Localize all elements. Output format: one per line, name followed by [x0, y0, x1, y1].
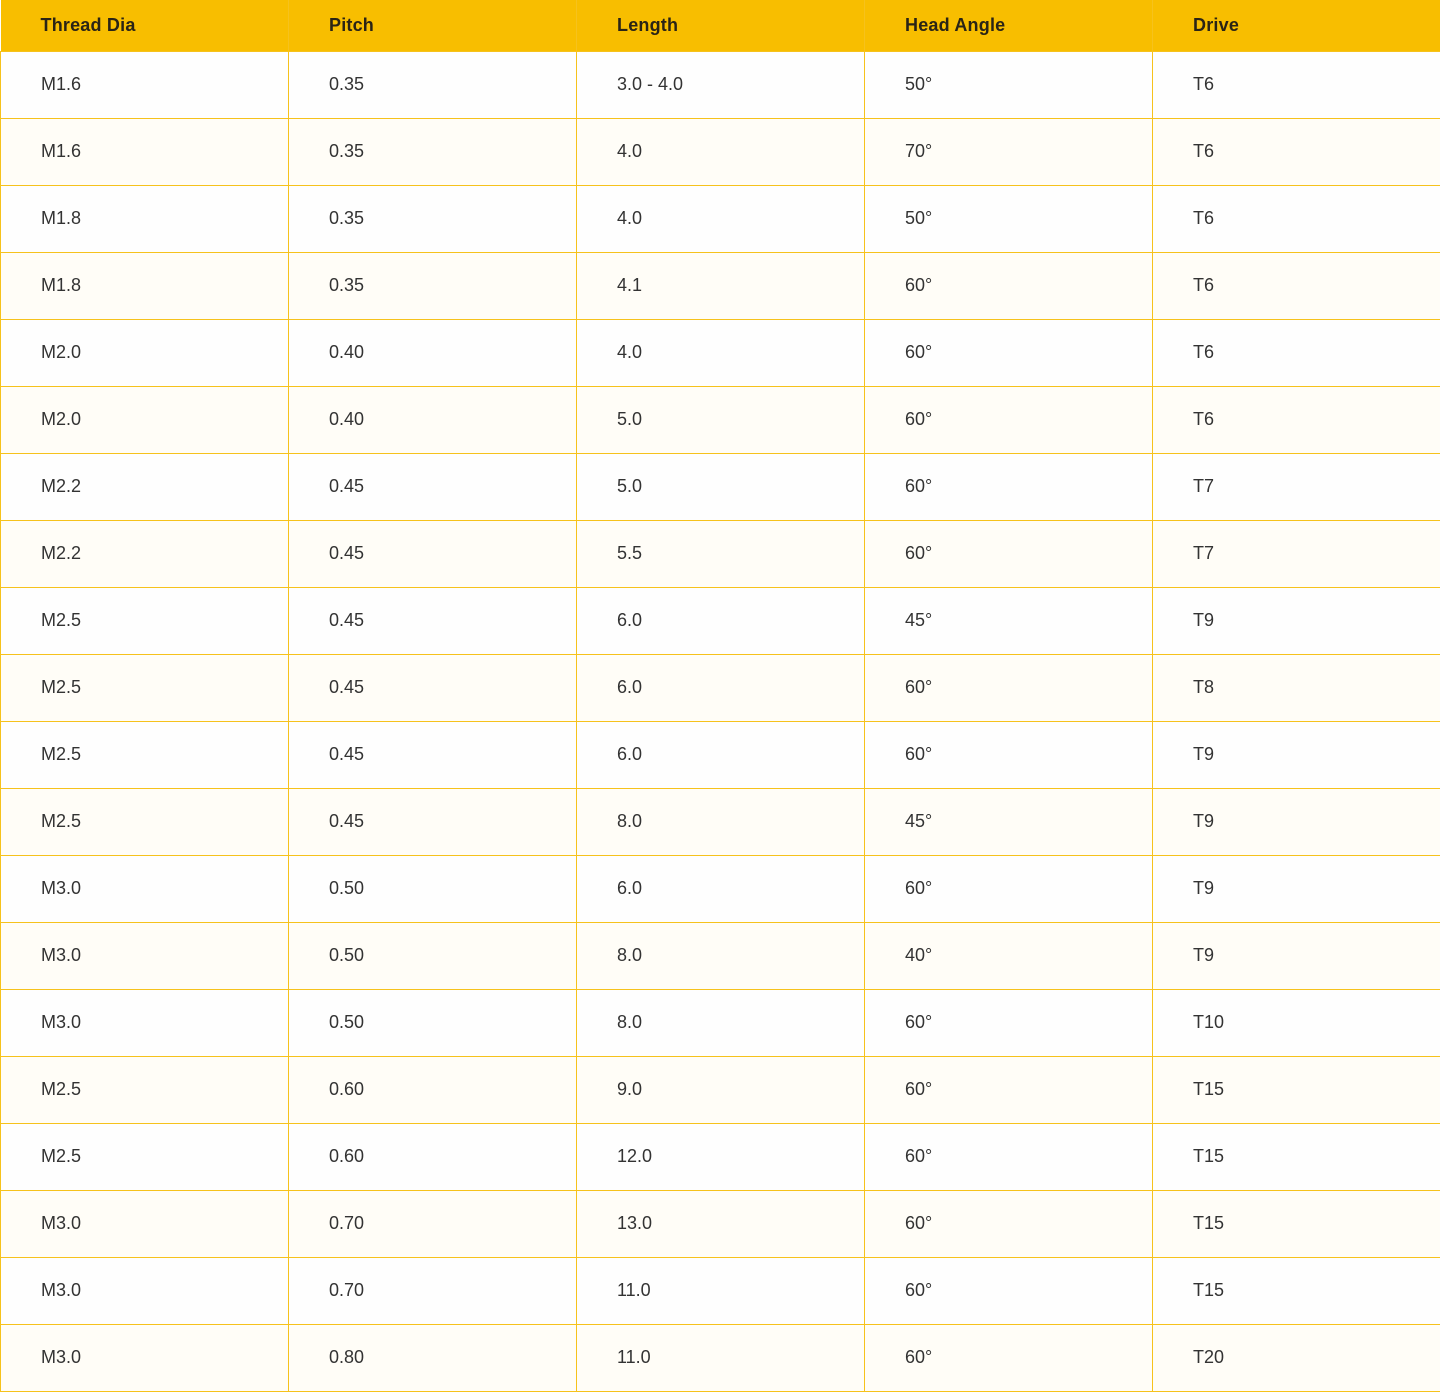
table-row	[1, 453, 1440, 520]
thread-dia-cell: M1.6	[1, 51, 289, 118]
length-cell: 13.0	[577, 1190, 865, 1257]
head-angle-cell: 60°	[865, 1257, 1153, 1324]
head-angle-cell: 60°	[865, 1123, 1153, 1190]
thread-dia-cell: M2.5	[1, 721, 289, 788]
thread-dia-cell: M2.2	[1, 520, 289, 587]
table-row	[1, 1123, 1440, 1190]
head-angle-cell: 70°	[865, 118, 1153, 185]
head-angle-cell: 60°	[865, 453, 1153, 520]
length-cell: 11.0	[577, 1324, 865, 1391]
drive-cell: T6	[1153, 319, 1440, 386]
length-cell: 5.5	[577, 520, 865, 587]
thread-dia-cell: M1.8	[1, 185, 289, 252]
length-cell: 11.0	[577, 1257, 865, 1324]
drive-cell: T6	[1153, 386, 1440, 453]
head-angle-cell: 60°	[865, 252, 1153, 319]
table-row	[1, 1324, 1440, 1391]
pitch-cell: 0.50	[289, 922, 577, 989]
length-cell: 12.0	[577, 1123, 865, 1190]
drive-cell: T6	[1153, 118, 1440, 185]
thread-dia-cell: M1.8	[1, 252, 289, 319]
pitch-cell: 0.35	[289, 252, 577, 319]
thread-dia-cell: M2.0	[1, 386, 289, 453]
table-header	[1, 0, 1440, 51]
drive-cell: T9	[1153, 788, 1440, 855]
drive-cell: T9	[1153, 855, 1440, 922]
table-row	[1, 1257, 1440, 1324]
table-row	[1, 855, 1440, 922]
length-cell: 8.0	[577, 989, 865, 1056]
table-row	[1, 520, 1440, 587]
thread-dia-cell: M3.0	[1, 1190, 289, 1257]
pitch-cell: 0.40	[289, 319, 577, 386]
column-header-head-angle: Head Angle	[865, 0, 1153, 51]
pitch-cell: 0.60	[289, 1056, 577, 1123]
column-header-length: Length	[577, 0, 865, 51]
drive-cell: T6	[1153, 252, 1440, 319]
pitch-cell: 0.35	[289, 51, 577, 118]
head-angle-cell: 60°	[865, 386, 1153, 453]
head-angle-cell: 40°	[865, 922, 1153, 989]
length-cell: 6.0	[577, 587, 865, 654]
thread-dia-cell: M3.0	[1, 1324, 289, 1391]
table-row	[1, 654, 1440, 721]
pitch-cell: 0.45	[289, 520, 577, 587]
length-cell: 8.0	[577, 922, 865, 989]
pitch-cell: 0.45	[289, 453, 577, 520]
length-cell: 9.0	[577, 1056, 865, 1123]
table-row	[1, 118, 1440, 185]
pitch-cell: 0.45	[289, 788, 577, 855]
length-cell: 4.0	[577, 185, 865, 252]
drive-cell: T7	[1153, 520, 1440, 587]
drive-cell: T9	[1153, 721, 1440, 788]
pitch-cell: 0.35	[289, 118, 577, 185]
pitch-cell: 0.40	[289, 386, 577, 453]
thread-dia-cell: M2.5	[1, 587, 289, 654]
table-row	[1, 386, 1440, 453]
drive-cell: T15	[1153, 1257, 1440, 1324]
table-row	[1, 319, 1440, 386]
head-angle-cell: 60°	[865, 721, 1153, 788]
table-row	[1, 721, 1440, 788]
length-cell: 6.0	[577, 721, 865, 788]
table-row	[1, 185, 1440, 252]
table-row	[1, 587, 1440, 654]
pitch-cell: 0.80	[289, 1324, 577, 1391]
pitch-cell: 0.50	[289, 855, 577, 922]
drive-cell: T8	[1153, 654, 1440, 721]
head-angle-cell: 60°	[865, 319, 1153, 386]
length-cell: 6.0	[577, 654, 865, 721]
drive-cell: T9	[1153, 922, 1440, 989]
length-cell: 4.1	[577, 252, 865, 319]
table-row	[1, 252, 1440, 319]
drive-cell: T7	[1153, 453, 1440, 520]
head-angle-cell: 60°	[865, 654, 1153, 721]
thread-dia-cell: M3.0	[1, 1257, 289, 1324]
pitch-cell: 0.45	[289, 654, 577, 721]
thread-dia-cell: M3.0	[1, 922, 289, 989]
length-cell: 8.0	[577, 788, 865, 855]
pitch-cell: 0.60	[289, 1123, 577, 1190]
pitch-cell: 0.45	[289, 587, 577, 654]
pitch-cell: 0.45	[289, 721, 577, 788]
length-cell: 4.0	[577, 118, 865, 185]
head-angle-cell: 60°	[865, 1190, 1153, 1257]
table-row	[1, 788, 1440, 855]
head-angle-cell: 50°	[865, 51, 1153, 118]
thread-dia-cell: M2.5	[1, 1123, 289, 1190]
length-cell: 5.0	[577, 453, 865, 520]
drive-cell: T10	[1153, 989, 1440, 1056]
head-angle-cell: 60°	[865, 520, 1153, 587]
drive-cell: T20	[1153, 1324, 1440, 1391]
column-header-thread-dia: Thread Dia	[1, 0, 289, 51]
length-cell: 5.0	[577, 386, 865, 453]
drive-cell: T9	[1153, 587, 1440, 654]
table-body	[1, 51, 1440, 1391]
length-cell: 6.0	[577, 855, 865, 922]
head-angle-cell: 60°	[865, 855, 1153, 922]
drive-cell: T15	[1153, 1056, 1440, 1123]
head-angle-cell: 60°	[865, 1056, 1153, 1123]
thread-dia-cell: M2.5	[1, 654, 289, 721]
column-header-drive: Drive	[1153, 0, 1440, 51]
length-cell: 3.0 - 4.0	[577, 51, 865, 118]
head-angle-cell: 60°	[865, 1324, 1153, 1391]
pitch-cell: 0.70	[289, 1257, 577, 1324]
thread-dia-cell: M2.5	[1, 788, 289, 855]
thread-dia-cell: M3.0	[1, 989, 289, 1056]
drive-cell: T15	[1153, 1190, 1440, 1257]
pitch-cell: 0.35	[289, 185, 577, 252]
head-angle-cell: 45°	[865, 788, 1153, 855]
thread-dia-cell: M2.2	[1, 453, 289, 520]
drive-cell: T6	[1153, 51, 1440, 118]
thread-dia-cell: M1.6	[1, 118, 289, 185]
thread-dia-cell: M2.5	[1, 1056, 289, 1123]
table-row	[1, 1056, 1440, 1123]
table-row	[1, 51, 1440, 118]
table-row	[1, 989, 1440, 1056]
column-header-pitch: Pitch	[289, 0, 577, 51]
drive-cell: T15	[1153, 1123, 1440, 1190]
header-row	[1, 0, 1440, 51]
head-angle-cell: 60°	[865, 989, 1153, 1056]
thread-dia-cell: M2.0	[1, 319, 289, 386]
table-row	[1, 1190, 1440, 1257]
pitch-cell: 0.70	[289, 1190, 577, 1257]
length-cell: 4.0	[577, 319, 865, 386]
table-row	[1, 922, 1440, 989]
head-angle-cell: 50°	[865, 185, 1153, 252]
drive-cell: T6	[1153, 185, 1440, 252]
head-angle-cell: 45°	[865, 587, 1153, 654]
thread-dia-cell: M3.0	[1, 855, 289, 922]
pitch-cell: 0.50	[289, 989, 577, 1056]
